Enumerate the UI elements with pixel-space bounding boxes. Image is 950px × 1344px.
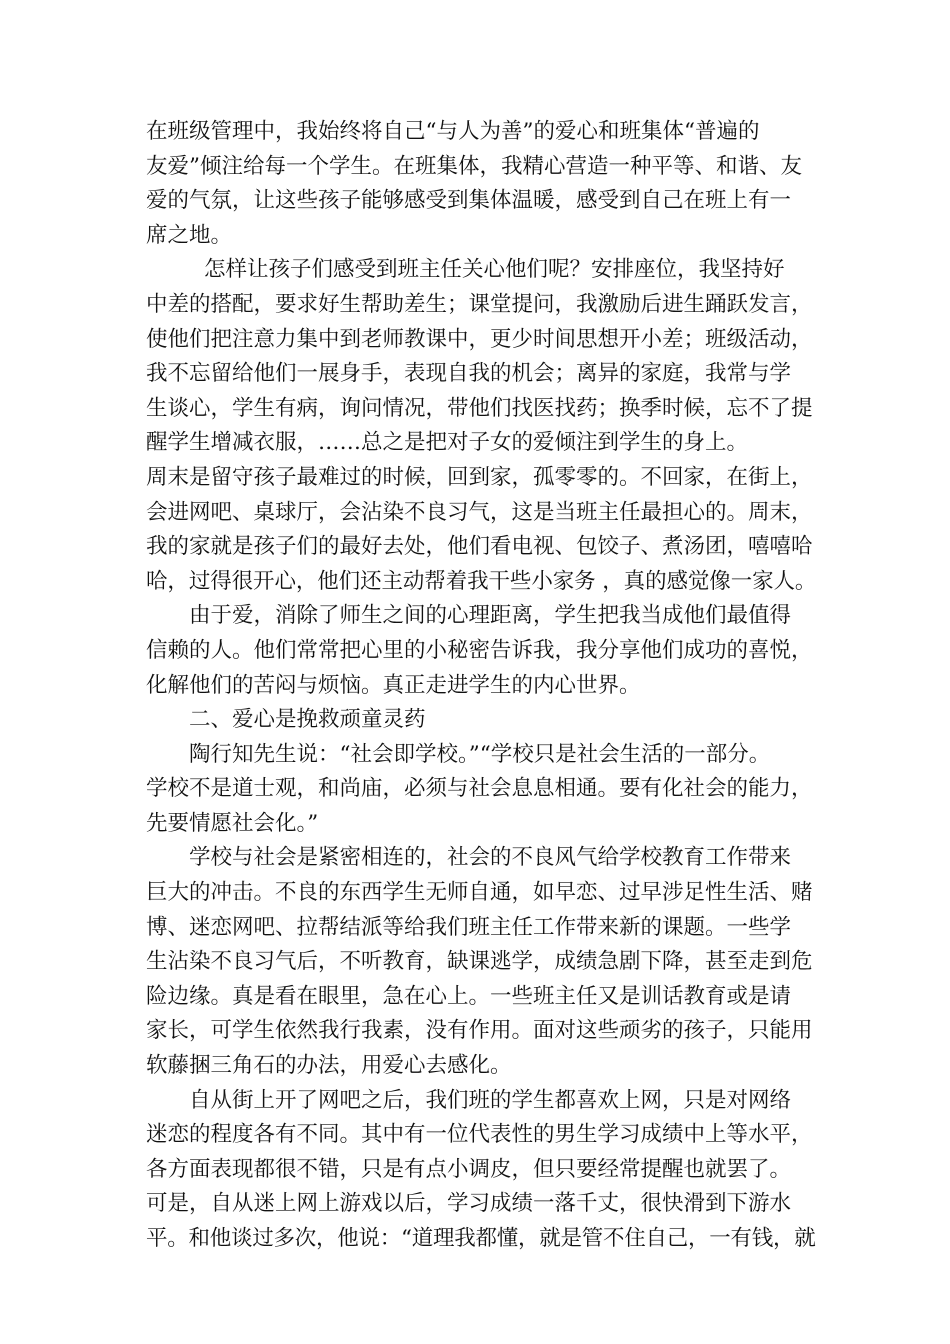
text-line: 生沾染不良习气后，不听教育，缺课逃学，成绩急剧下降，甚至走到危 <box>146 949 813 975</box>
text-line: 生谈心，学生有病，询问情况，带他们找医找药；换季时候，忘不了提 <box>146 395 813 421</box>
text-line: 化解他们的苦闷与烦恼。真正走进学生的内心世界。 <box>146 672 641 698</box>
text-line: 爱的气氛，让这些孩子能够感受到集体温暖，感受到自己在班上有一 <box>146 188 792 214</box>
text-line: 会进网吧、桌球厅，会沾染不良习气，这是当班主任最担心的。周末， <box>146 499 813 525</box>
text-line: 博、迷恋网吧、拉帮结派等给我们班主任工作带来新的课题。一些学 <box>146 914 792 940</box>
text-line: 自从街上开了网吧之后，我们班的学生都喜欢上网，只是对网络 <box>189 1087 792 1113</box>
text-line: 在班级管理中，我始终将自己“与人为善”的爱心和班集体“普遍的 <box>146 119 760 144</box>
text-line: 软藤捆三角石的办法，用爱心去感化。 <box>146 1053 512 1079</box>
text-line: 周末是留守孩子最难过的时候，回到家，孤零零的。不回家，在街上， <box>146 464 813 490</box>
text-line: 我的家就是孩子们的最好去处，他们看电视、包饺子、煮汤团，嘻嘻哈 <box>146 534 813 560</box>
text-line: 各方面表现都很不错，只是有点小调皮，但只要经常提醒也就罢了。 <box>146 1156 792 1182</box>
text-line: 学校与社会是紧密相连的，社会的不良风气给学校教育工作带来 <box>189 845 792 871</box>
text-line: 巨大的冲击。不良的东西学生无师自通，如早恋、过早涉足性生活、赌 <box>146 880 813 906</box>
document-body <box>146 115 816 1257</box>
text-line: 由于爱，消除了师生之间的心理距离，学生把我当成他们最值得 <box>189 603 792 629</box>
text-line: 平。和他谈过多次，他说：“道理我都懂，就是管不住自己，一有钱，就 <box>146 1226 816 1251</box>
text-line: 家长，可学生依然我行我素，没有作用。面对这些顽劣的孩子，只能用 <box>146 1018 813 1044</box>
text-line: 信赖的人。他们常常把心里的小秘密告诉我，我分享他们成功的喜悦， <box>146 637 813 663</box>
text-line: 迷恋的程度各有不同。其中有一位代表性的男生学习成绩中上等水平， <box>146 1122 813 1148</box>
text-line: 使他们把注意力集中到老师教课中，更少时间思想开小差；班级活动， <box>146 326 813 352</box>
text-line: 学校不是道士观，和尚庙，必须与社会息息相通。要有化社会的能力， <box>146 776 813 802</box>
text-line: 我不忘留给他们一展身手，表现自我的机会；离异的家庭，我常与学 <box>146 361 792 387</box>
text-line: 怎样让孩子们感受到班主任关心他们呢？安排座位，我坚持好 <box>204 257 785 283</box>
text-line: 友爱”倾注给每一个学生。在班集体，我精心营造一种平等、和谐、友 <box>146 153 802 179</box>
text-line: 险边缘。真是看在眼里，急在心上。一些班主任又是训话教育或是请 <box>146 983 792 1009</box>
text-line: 醒学生增减衣服，……总之是把对子女的爱倾注到学生的身上。 <box>146 430 749 456</box>
text-line: 先要情愿社会化。” <box>146 810 319 836</box>
text-line: 陶行知先生说：“社会即学校。”“学校只是社会生活的一部分。 <box>189 741 771 767</box>
text-line: 席之地。 <box>146 222 233 248</box>
text-line: 哈，过得很开心，他们还主动帮着我干些小家务 ，真的感觉像一家人。 <box>146 568 817 594</box>
text-line: 中差的搭配，要求好生帮助差生；课堂提问，我激励后进生踊跃发言， <box>146 291 813 317</box>
text-line: 二、爱心是挽救顽童灵药 <box>189 707 426 733</box>
text-line: 可是，自从迷上网上游戏以后，学习成绩一落千丈，很快滑到下游水 <box>146 1191 792 1217</box>
